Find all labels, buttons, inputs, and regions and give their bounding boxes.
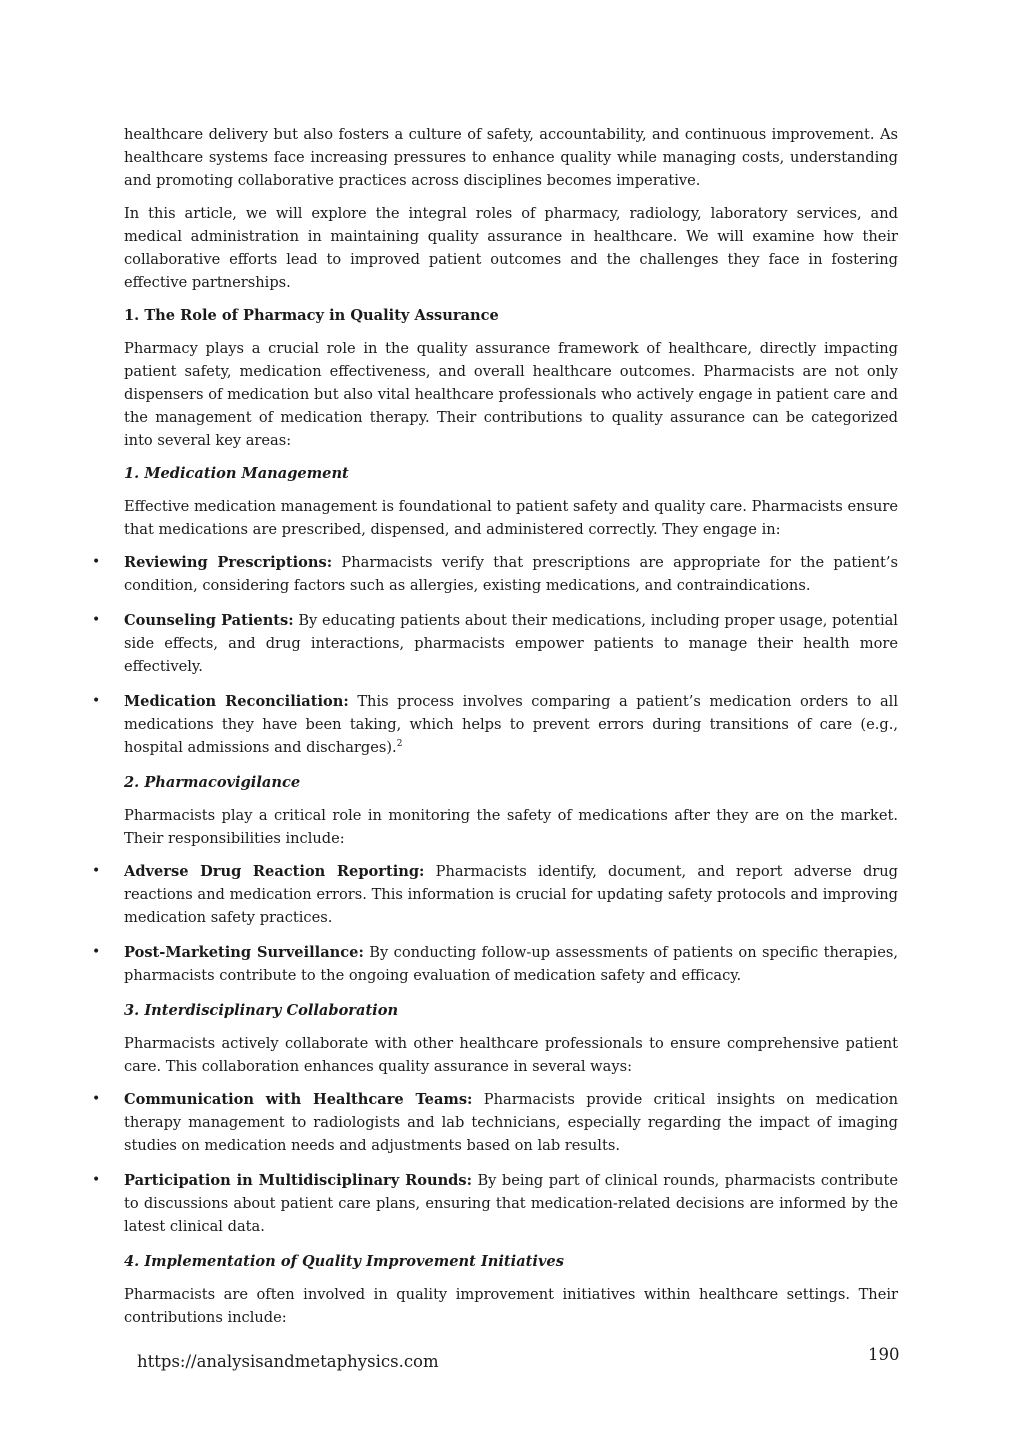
subsection-intro-medication-management: Effective medication management is foundational to patient safety and quality care. Pharmacists ensure that medications are prescribed, dispensed, and administered correctly. They engage in: bbox=[124, 498, 898, 538]
subheading-interdisciplinary-collaboration: 3. Interdisciplinary Collaboration bbox=[124, 1002, 399, 1019]
bullet-icon: • bbox=[92, 693, 101, 709]
bullet-icon: • bbox=[92, 554, 101, 570]
footer-url-link[interactable]: https://analysisandmetaphysics.com bbox=[137, 1352, 439, 1371]
list-item bbox=[92, 860, 899, 929]
list-item-text: This process involves comparing a patient’s medication orders to all medications they have been taking, which helps to prevent errors during transitions of care (e.g., hospital admissions and discharges). bbox=[124, 693, 898, 756]
intro-paragraph-1: healthcare delivery but also fosters a culture of safety, accountability, and continuous improvement. As healthcare systems face increasing pressures to enhance quality while managing costs, understanding and promoting collaborative practices across disciplines becomes imperative. bbox=[124, 126, 898, 189]
list-item bbox=[92, 941, 898, 987]
section-intro-pharmacy: Pharmacy plays a crucial role in the quality assurance framework of healthcare, directly impacting patient safety, medication effectiveness, and overall healthcare outcomes. Pharmacists are not only dispensers of medication but also vital healthcare professionals who actively engage in patient care and the management of medication therapy. Their contributions to quality assurance can be categorized into several key areas: bbox=[124, 340, 898, 449]
list-item-term: Adverse Drug Reaction Reporting: bbox=[124, 863, 425, 880]
subsection-intro-interdisciplinary-collaboration: Pharmacists actively collaborate with other healthcare professionals to ensure comprehensive patient care. This collaboration enhances quality assurance in several ways: bbox=[124, 1035, 898, 1075]
reference-superscript[interactable]: 2 bbox=[396, 739, 403, 750]
list-item-term: Participation in Multidisciplinary Rounds: bbox=[124, 1172, 472, 1189]
subheading-medication-management: 1. Medication Management bbox=[124, 465, 349, 482]
list-item-text: By being part of clinical rounds, pharmacists contribute to discussions about patient care plans, ensuring that medication-related decisions are informed by the latest clinical data. bbox=[124, 1172, 898, 1235]
list-item-text: Pharmacists provide critical insights on medication therapy management to radiologists and lab technicians, especially regarding the impact of imaging studies on medication needs and adjustments based on lab results. bbox=[124, 1091, 898, 1154]
list-item-term: Counseling Patients: bbox=[124, 612, 294, 629]
list-item bbox=[92, 1169, 898, 1238]
subsection-intro-quality-improvement: Pharmacists are often involved in quality improvement initiatives within healthcare settings. Their contributions include: bbox=[124, 1286, 898, 1326]
bullet-list-medication-management bbox=[92, 551, 898, 759]
list-item-text: Pharmacists verify that prescriptions are appropriate for the patient’s condition, considering factors such as allergies, existing medications, and contraindications. bbox=[124, 554, 898, 594]
list-item bbox=[92, 1088, 898, 1157]
page-number: 190 bbox=[868, 1345, 900, 1364]
bullet-icon: • bbox=[92, 944, 101, 960]
bullet-icon: • bbox=[92, 1091, 101, 1107]
bullet-icon: • bbox=[92, 863, 101, 879]
intro-paragraph-2: In this article, we will explore the integral roles of pharmacy, radiology, laboratory services, and medical administration in maintaining quality assurance in healthcare. We will examine how their collaborative efforts lead to improved patient outcomes and the challenges they face in fostering effective partnerships. bbox=[124, 205, 898, 291]
subheading-quality-improvement: 4. Implementation of Quality Improvement Initiatives bbox=[124, 1253, 564, 1270]
list-item-text: Pharmacists identify, document, and report adverse drug reactions and medication errors. This information is crucial for updating safety protocols and improving medication safety practices. bbox=[124, 863, 899, 926]
subsection-intro-pharmacovigilance: Pharmacists play a critical role in monitoring the safety of medications after they are on the market. Their responsibilities include: bbox=[124, 807, 898, 847]
section-heading-pharmacy: 1. The Role of Pharmacy in Quality Assurance bbox=[124, 307, 499, 324]
list-item bbox=[92, 690, 898, 759]
list-item-text: By conducting follow-up assessments of patients on specific therapies, pharmacists contribute to the ongoing evaluation of medication safety and efficacy. bbox=[124, 944, 898, 984]
list-item-text: By educating patients about their medications, including proper usage, potential side effects, and drug interactions, pharmacists empower patients to manage their health more effectively. bbox=[124, 612, 898, 675]
bullet-icon: • bbox=[92, 1172, 101, 1188]
bullet-list-pharmacovigilance bbox=[92, 860, 899, 987]
subheading-pharmacovigilance: 2. Pharmacovigilance bbox=[124, 774, 301, 791]
list-item-term: Medication Reconciliation: bbox=[124, 693, 349, 710]
article-body bbox=[92, 123, 899, 1339]
list-item bbox=[92, 551, 898, 597]
bullet-icon: • bbox=[92, 612, 101, 628]
list-item-term: Reviewing Prescriptions: bbox=[124, 554, 333, 571]
list-item bbox=[92, 609, 898, 678]
list-item-term: Communication with Healthcare Teams: bbox=[124, 1091, 473, 1108]
list-item-term: Post-Marketing Surveillance: bbox=[124, 944, 364, 961]
bullet-list-interdisciplinary-collaboration bbox=[92, 1088, 898, 1238]
